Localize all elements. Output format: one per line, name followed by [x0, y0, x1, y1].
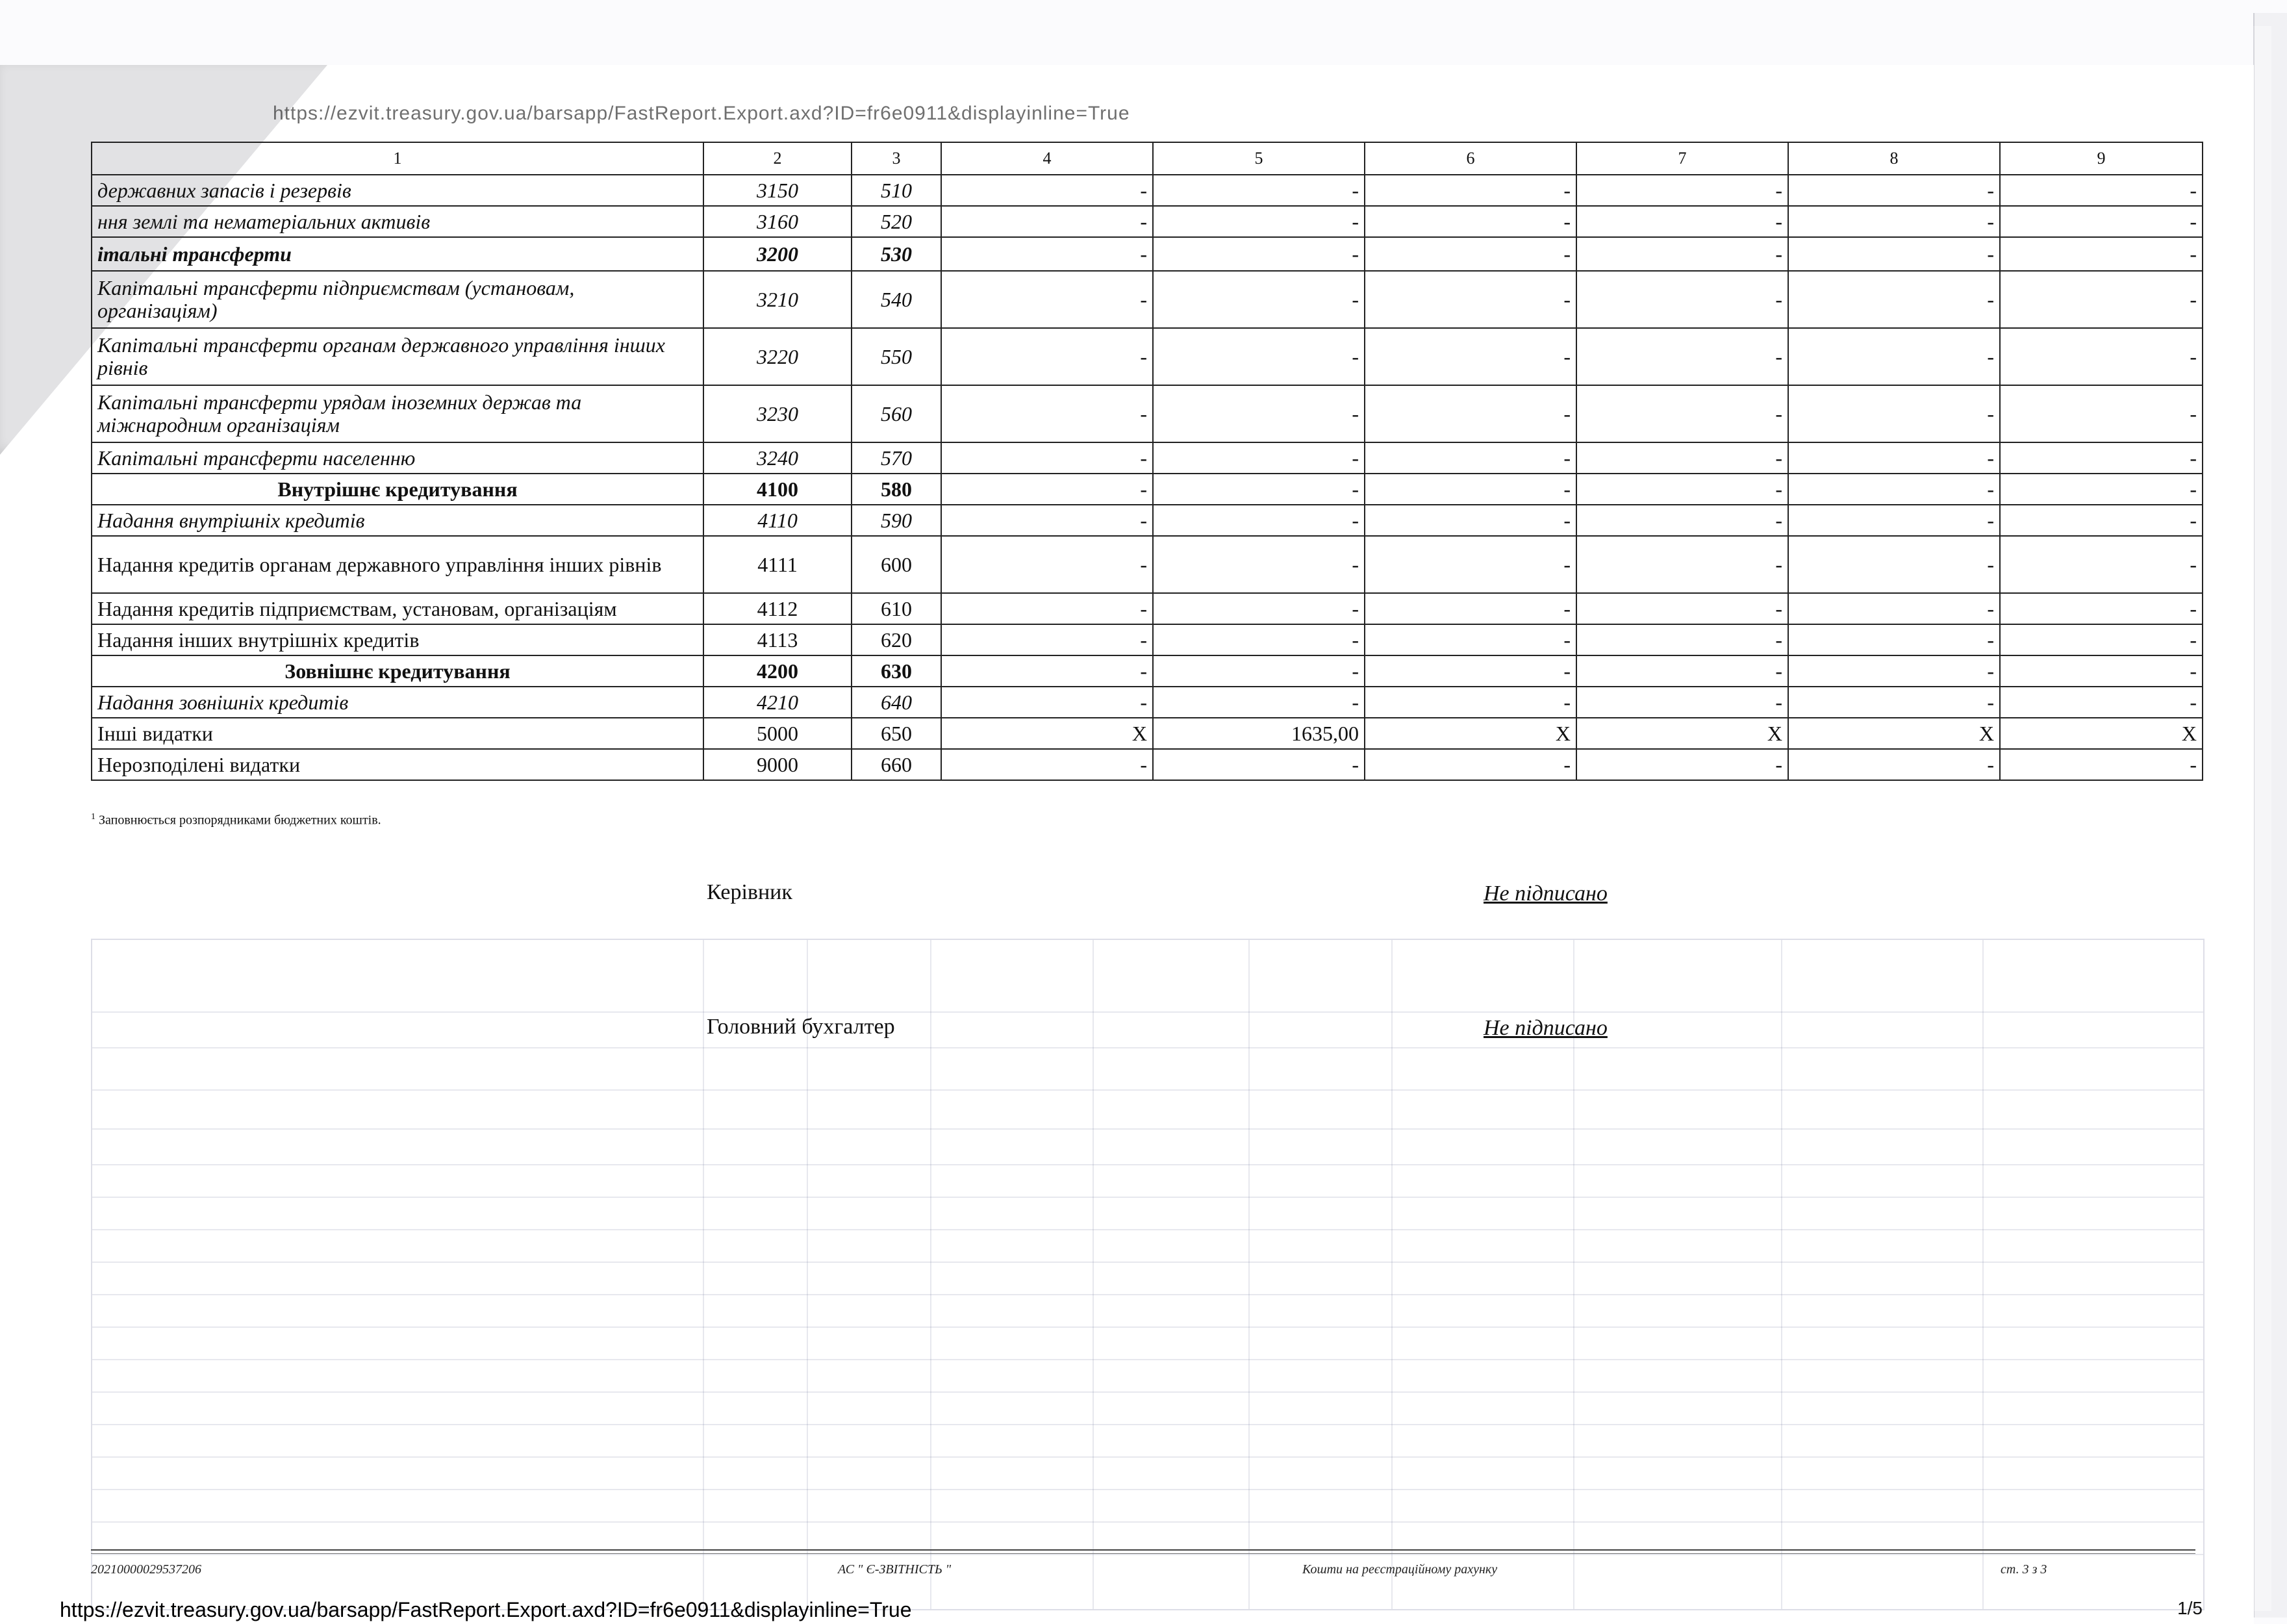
- row-value-col-5: -: [1153, 593, 1365, 624]
- footnote-text: Заповнюється розпорядниками бюджетних коштів.: [99, 813, 381, 828]
- row-value-col-6: -: [1365, 175, 1576, 206]
- row-kekv-code: 3210: [703, 271, 852, 328]
- row-name: Зовнішнє кредитування: [92, 655, 703, 687]
- row-value-col-4: -: [941, 442, 1153, 474]
- row-name: Надання внутрішніх кредитів: [92, 505, 703, 536]
- row-value-col-8: -: [1788, 593, 2000, 624]
- row-name: державних запасів і резервів: [92, 175, 703, 206]
- paper-edge: [2253, 26, 2271, 1611]
- header-cell: 1: [92, 142, 703, 175]
- row-value-col-8: -: [1788, 328, 2000, 385]
- row-line-code: 530: [852, 237, 941, 271]
- row-value-col-7: X: [1576, 718, 1788, 749]
- row-kekv-code: 4210: [703, 687, 852, 718]
- row-name: італьні трансферти: [92, 237, 703, 271]
- table-row: [92, 328, 2203, 385]
- row-value-col-8: -: [1788, 385, 2000, 442]
- row-name: Інші видатки: [92, 718, 703, 749]
- row-value-col-5: -: [1153, 237, 1365, 271]
- row-kekv-code: 4100: [703, 474, 852, 505]
- row-kekv-code: 3150: [703, 175, 852, 206]
- accountant-signature-status: Не підписано: [1484, 1016, 1608, 1040]
- row-value-col-4: -: [941, 505, 1153, 536]
- row-name: Нерозподілені видатки: [92, 749, 703, 780]
- print-footer-page: 1/5: [2177, 1598, 2203, 1618]
- row-value-col-7: -: [1576, 328, 1788, 385]
- footer-divider: [91, 1553, 2195, 1554]
- row-value-col-4: -: [941, 237, 1153, 271]
- row-value-col-7: -: [1576, 175, 1788, 206]
- row-value-col-9: -: [2000, 237, 2203, 271]
- row-value-col-4: X: [941, 718, 1153, 749]
- row-value-col-8: -: [1788, 474, 2000, 505]
- row-value-col-4: -: [941, 328, 1153, 385]
- row-value-col-5: -: [1153, 536, 1365, 593]
- row-value-col-7: -: [1576, 271, 1788, 328]
- row-value-col-6: X: [1365, 718, 1576, 749]
- row-value-col-6: -: [1365, 328, 1576, 385]
- row-line-code: 650: [852, 718, 941, 749]
- row-value-col-8: -: [1788, 237, 2000, 271]
- row-value-col-4: -: [941, 624, 1153, 655]
- row-value-col-7: -: [1576, 474, 1788, 505]
- row-value-col-9: -: [2000, 175, 2203, 206]
- row-value-col-5: -: [1153, 328, 1365, 385]
- print-header-url: https://ezvit.treasury.gov.ua/barsapp/FastReport.Export.axd?ID=fr6e0911&displayinline=True: [273, 103, 1130, 124]
- row-value-col-4: -: [941, 593, 1153, 624]
- row-line-code: 610: [852, 593, 941, 624]
- row-value-col-6: -: [1365, 237, 1576, 271]
- row-value-col-7: -: [1576, 655, 1788, 687]
- row-value-col-4: -: [941, 385, 1153, 442]
- row-kekv-code: 3220: [703, 328, 852, 385]
- footer-divider: [91, 1549, 2195, 1551]
- row-name: Надання кредитів підприємствам, установам, організаціям: [92, 593, 703, 624]
- footer-account: Кошти на реєстраційному рахунку: [1302, 1562, 1498, 1577]
- row-value-col-7: -: [1576, 749, 1788, 780]
- head-signature-status: Не підписано: [1484, 882, 1608, 906]
- row-value-col-7: -: [1576, 237, 1788, 271]
- row-value-col-9: -: [2000, 385, 2203, 442]
- row-value-col-4: -: [941, 474, 1153, 505]
- row-line-code: 630: [852, 655, 941, 687]
- row-value-col-8: -: [1788, 505, 2000, 536]
- row-value-col-5: -: [1153, 624, 1365, 655]
- row-value-col-9: X: [2000, 718, 2203, 749]
- row-value-col-9: -: [2000, 328, 2203, 385]
- row-kekv-code: 4111: [703, 536, 852, 593]
- table-row: [92, 593, 2203, 624]
- row-value-col-6: -: [1365, 474, 1576, 505]
- header-cell: 5: [1153, 142, 1365, 175]
- row-line-code: 510: [852, 175, 941, 206]
- table-row: [92, 687, 2203, 718]
- header-cell: 8: [1788, 142, 2000, 175]
- footnote: [91, 812, 381, 828]
- row-value-col-8: X: [1788, 718, 2000, 749]
- table-row: [92, 442, 2203, 474]
- footer-system: АС " Є-ЗВІТНІСТЬ ": [838, 1562, 952, 1577]
- row-value-col-7: -: [1576, 687, 1788, 718]
- row-name: Надання інших внутрішніх кредитів: [92, 624, 703, 655]
- row-value-col-8: -: [1788, 271, 2000, 328]
- row-name: Надання зовнішніх кредитів: [92, 687, 703, 718]
- row-value-col-5: -: [1153, 655, 1365, 687]
- row-value-col-4: -: [941, 175, 1153, 206]
- row-kekv-code: 4110: [703, 505, 852, 536]
- row-value-col-6: -: [1365, 749, 1576, 780]
- row-value-col-5: -: [1153, 175, 1365, 206]
- row-value-col-9: -: [2000, 505, 2203, 536]
- row-kekv-code: 5000: [703, 718, 852, 749]
- row-value-col-4: -: [941, 687, 1153, 718]
- row-value-col-9: -: [2000, 206, 2203, 237]
- table-row: [92, 536, 2203, 593]
- row-name: Капітальні трансферти урядам іноземних держав та міжнародним організаціям: [92, 385, 703, 442]
- row-line-code: 660: [852, 749, 941, 780]
- row-value-col-9: -: [2000, 749, 2203, 780]
- row-value-col-5: -: [1153, 271, 1365, 328]
- row-kekv-code: 4200: [703, 655, 852, 687]
- row-value-col-6: -: [1365, 442, 1576, 474]
- table-row: [92, 505, 2203, 536]
- header-cell: 2: [703, 142, 852, 175]
- row-value-col-5: -: [1153, 749, 1365, 780]
- table-row: [92, 271, 2203, 328]
- row-value-col-9: -: [2000, 536, 2203, 593]
- row-value-col-9: -: [2000, 624, 2203, 655]
- table-row: [92, 474, 2203, 505]
- row-line-code: 550: [852, 328, 941, 385]
- table-row: [92, 749, 2203, 780]
- row-kekv-code: 9000: [703, 749, 852, 780]
- row-value-col-9: -: [2000, 271, 2203, 328]
- row-kekv-code: 3240: [703, 442, 852, 474]
- row-value-col-5: -: [1153, 505, 1365, 536]
- row-line-code: 640: [852, 687, 941, 718]
- header-cell: 3: [852, 142, 941, 175]
- row-kekv-code: 4113: [703, 624, 852, 655]
- row-value-col-6: -: [1365, 687, 1576, 718]
- row-value-col-5: -: [1153, 687, 1365, 718]
- table-row: [92, 624, 2203, 655]
- footnote-mark: 1: [91, 812, 95, 822]
- row-value-col-9: -: [2000, 687, 2203, 718]
- row-value-col-6: -: [1365, 385, 1576, 442]
- row-value-col-5: -: [1153, 206, 1365, 237]
- row-value-col-8: -: [1788, 655, 2000, 687]
- footer-page: ст. 3 з 3: [2001, 1562, 2047, 1577]
- bleed-through-table: [91, 939, 2205, 1610]
- row-value-col-8: -: [1788, 536, 2000, 593]
- row-value-col-9: -: [2000, 655, 2203, 687]
- row-line-code: 590: [852, 505, 941, 536]
- row-value-col-4: -: [941, 749, 1153, 780]
- row-value-col-8: -: [1788, 687, 2000, 718]
- row-value-col-7: -: [1576, 624, 1788, 655]
- row-value-col-9: -: [2000, 593, 2203, 624]
- row-name: Капітальні трансферти населенню: [92, 442, 703, 474]
- row-value-col-6: -: [1365, 655, 1576, 687]
- header-cell: 7: [1576, 142, 1788, 175]
- row-line-code: 570: [852, 442, 941, 474]
- row-name: Капітальні трансферти підприємствам (установам, організаціям): [92, 271, 703, 328]
- row-value-col-8: -: [1788, 206, 2000, 237]
- row-value-col-4: -: [941, 536, 1153, 593]
- row-value-col-4: -: [941, 206, 1153, 237]
- row-line-code: 520: [852, 206, 941, 237]
- row-value-col-5: -: [1153, 474, 1365, 505]
- row-kekv-code: 3160: [703, 206, 852, 237]
- row-value-col-6: -: [1365, 536, 1576, 593]
- row-value-col-6: -: [1365, 206, 1576, 237]
- row-name: Внутрішнє кредитування: [92, 474, 703, 505]
- table-row: [92, 175, 2203, 206]
- header-cell: 9: [2000, 142, 2203, 175]
- print-footer-url: https://ezvit.treasury.gov.ua/barsapp/FastReport.Export.axd?ID=fr6e0911&displayinline=True: [60, 1598, 912, 1621]
- row-value-col-7: -: [1576, 206, 1788, 237]
- table-row: [92, 655, 2203, 687]
- row-name: Надання кредитів органам державного управління інших рівнів: [92, 536, 703, 593]
- table-row: [92, 237, 2203, 271]
- row-value-col-6: -: [1365, 593, 1576, 624]
- header-cell: 6: [1365, 142, 1576, 175]
- row-kekv-code: 3200: [703, 237, 852, 271]
- row-kekv-code: 4112: [703, 593, 852, 624]
- row-line-code: 600: [852, 536, 941, 593]
- row-value-col-7: -: [1576, 536, 1788, 593]
- header-cell: 4: [941, 142, 1153, 175]
- row-name: ння землі та нематеріальних активів: [92, 206, 703, 237]
- row-value-col-7: -: [1576, 385, 1788, 442]
- row-value-col-5: 1635,00: [1153, 718, 1365, 749]
- row-line-code: 560: [852, 385, 941, 442]
- table-row: [92, 385, 2203, 442]
- row-value-col-4: -: [941, 655, 1153, 687]
- row-value-col-8: -: [1788, 624, 2000, 655]
- row-value-col-7: -: [1576, 505, 1788, 536]
- head-signature-label: Керівник: [707, 880, 792, 904]
- row-line-code: 540: [852, 271, 941, 328]
- row-value-col-9: -: [2000, 442, 2203, 474]
- row-value-col-9: -: [2000, 474, 2203, 505]
- row-kekv-code: 3230: [703, 385, 852, 442]
- row-value-col-6: -: [1365, 505, 1576, 536]
- row-value-col-5: -: [1153, 385, 1365, 442]
- accountant-signature-label: Головний бухгалтер: [707, 1015, 895, 1039]
- row-value-col-8: -: [1788, 442, 2000, 474]
- row-value-col-5: -: [1153, 442, 1365, 474]
- footer-doc-id: 20210000029537206: [91, 1562, 201, 1577]
- row-value-col-6: -: [1365, 271, 1576, 328]
- row-name: Капітальні трансферти органам державного управління інших рівнів: [92, 328, 703, 385]
- table-header-row: [92, 142, 2203, 175]
- row-value-col-4: -: [941, 271, 1153, 328]
- row-line-code: 620: [852, 624, 941, 655]
- table-row: [92, 206, 2203, 237]
- row-value-col-6: -: [1365, 624, 1576, 655]
- row-value-col-8: -: [1788, 175, 2000, 206]
- row-value-col-8: -: [1788, 749, 2000, 780]
- row-line-code: 580: [852, 474, 941, 505]
- row-value-col-7: -: [1576, 442, 1788, 474]
- expenses-table: [91, 142, 2203, 781]
- row-value-col-7: -: [1576, 593, 1788, 624]
- table-row: [92, 718, 2203, 749]
